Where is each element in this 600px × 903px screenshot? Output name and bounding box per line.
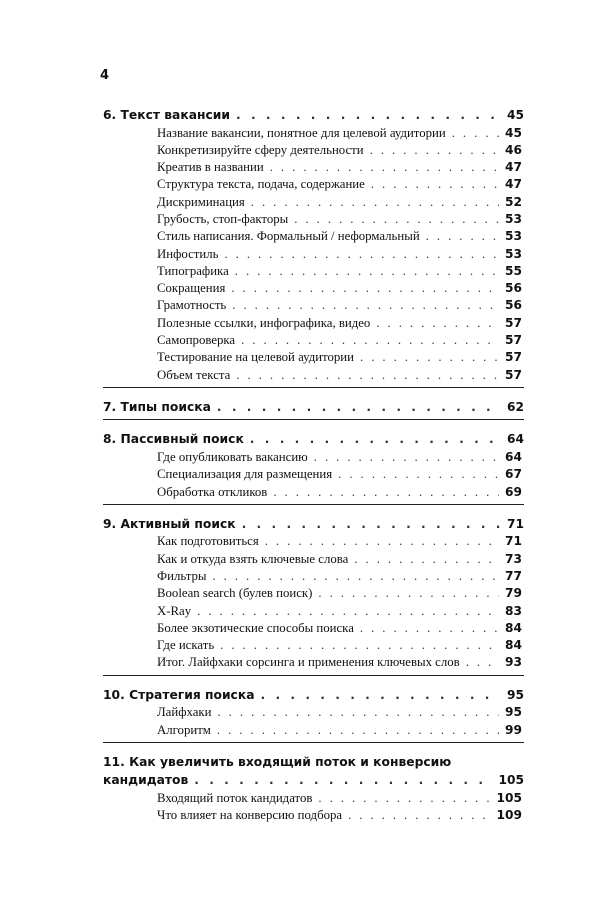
toc-entry[interactable] (103, 125, 524, 142)
toc-entry[interactable] (103, 637, 524, 654)
toc-heading[interactable] (103, 515, 524, 534)
toc-heading-title: 6. Текст вакансии (103, 108, 231, 122)
toc-entry-page: 53 (505, 211, 522, 226)
dot-leader (235, 263, 499, 280)
toc-entry-page: 46 (505, 142, 522, 157)
toc-heading[interactable] (103, 686, 524, 705)
dot-leader (232, 297, 499, 314)
toc-entry[interactable] (103, 484, 524, 501)
dot-leader (231, 280, 499, 297)
toc-entry-label: Специализация для размещения (157, 467, 333, 482)
dot-leader (224, 246, 499, 263)
toc-entry[interactable] (103, 620, 524, 637)
toc-entry-page: 79 (505, 586, 522, 601)
toc-section-8 (103, 430, 524, 504)
toc-entry[interactable] (103, 332, 524, 349)
toc-entry-label: Что влияет на конверсию подбора (157, 808, 343, 823)
dot-leader (217, 398, 501, 417)
toc-entry[interactable] (103, 367, 524, 384)
dot-leader (370, 142, 499, 159)
dot-leader (360, 349, 499, 366)
toc-entry[interactable] (103, 228, 524, 245)
toc-section-6 (103, 106, 524, 388)
dot-leader (466, 654, 499, 671)
toc-entry-page: 57 (505, 333, 522, 348)
toc-entry-page: 56 (505, 298, 522, 313)
toc-entry[interactable] (103, 466, 524, 483)
toc-section-9 (103, 515, 524, 676)
toc-entry-label: X-Ray (157, 603, 192, 618)
toc-entry-page: 47 (505, 177, 522, 192)
toc-entry[interactable] (103, 194, 524, 211)
toc-entry[interactable] (103, 551, 524, 568)
toc-entry-page: 53 (505, 229, 522, 244)
toc-entry[interactable] (103, 349, 524, 366)
toc-entry-page: 57 (505, 315, 522, 330)
toc-entry-label: Объем текста (157, 367, 231, 382)
toc-entry-page: 99 (505, 722, 522, 737)
toc-entry-page: 55 (505, 263, 522, 278)
toc-entry[interactable] (103, 807, 524, 824)
toc-entry[interactable] (103, 315, 524, 332)
dot-leader (217, 704, 499, 721)
toc-entry[interactable] (103, 603, 524, 620)
toc-heading-title-line2: кандидатов (103, 773, 189, 788)
dot-leader (371, 176, 499, 193)
toc-entry[interactable] (103, 585, 524, 602)
toc-entry-label: Входящий поток кандидатов (157, 790, 313, 805)
dot-leader (318, 790, 490, 807)
toc-entry[interactable] (103, 263, 524, 280)
toc-entry-label: Креатив в названии (157, 160, 264, 175)
toc-entry-label: Тестирование на целевой аудитории (157, 350, 354, 365)
toc-entry[interactable] (103, 211, 524, 228)
toc-entry[interactable] (103, 280, 524, 297)
dot-leader (217, 722, 499, 739)
toc-entry[interactable] (103, 722, 524, 739)
dot-leader (314, 449, 499, 466)
toc-section-10 (103, 686, 524, 743)
dot-leader (236, 367, 499, 384)
toc-entry-page: 57 (505, 367, 522, 382)
dot-leader (242, 515, 501, 534)
toc-entry[interactable] (103, 790, 524, 807)
toc-entry[interactable] (103, 568, 524, 585)
toc-entry-label: Алгоритм (157, 722, 211, 737)
toc-entry-label: Грамотность (157, 298, 227, 313)
dot-leader (426, 228, 499, 245)
dot-leader (251, 194, 499, 211)
toc-heading-page: 45 (507, 108, 524, 122)
dot-leader (265, 533, 499, 550)
page-number: 4 (100, 68, 110, 83)
toc-heading[interactable] (103, 430, 524, 449)
toc-entry-label: Как и откуда взять ключевые слова (157, 551, 349, 566)
dot-leader (197, 603, 499, 620)
toc-heading-page: 62 (507, 399, 524, 414)
dot-leader (270, 159, 499, 176)
toc-section-7 (103, 398, 524, 421)
toc-entry[interactable] (103, 449, 524, 466)
toc-entry-page: 93 (505, 655, 522, 670)
toc-entry-page: 67 (505, 467, 522, 482)
toc-entry-page: 95 (505, 705, 522, 720)
toc-entry-label: Типографика (157, 263, 229, 278)
dot-leader (261, 686, 502, 705)
toc-entry-label: Самопроверка (157, 333, 236, 348)
toc-entry-page: 73 (505, 551, 522, 566)
toc-entry-label: Как подготовиться (157, 534, 259, 549)
toc-entry-label: Грубость, стоп-факторы (157, 211, 289, 226)
dot-leader (360, 620, 499, 637)
toc-entry[interactable] (103, 533, 524, 550)
toc-entry[interactable] (103, 654, 524, 671)
toc-entry-page: 57 (505, 350, 522, 365)
toc-entry-label: Название вакансии, понятное для целевой аудитории (157, 125, 446, 140)
toc-entry-label: Итог. Лайфхаки сорсинга и применения ключевых слов (157, 655, 460, 670)
toc-entry-page: 105 (496, 790, 522, 805)
toc-entry[interactable] (103, 297, 524, 314)
toc-entry-page: 71 (505, 534, 522, 549)
toc-entry[interactable] (103, 176, 524, 193)
toc-entry-page: 69 (505, 484, 522, 499)
dot-leader (294, 211, 499, 228)
dot-leader (338, 466, 499, 483)
toc-heading[interactable] (103, 398, 524, 417)
toc-entry-page: 45 (505, 125, 522, 140)
toc-entry[interactable] (103, 142, 524, 159)
toc-heading[interactable] (103, 106, 524, 125)
dot-leader (212, 568, 499, 585)
dot-leader (376, 315, 499, 332)
dot-leader (318, 585, 499, 602)
toc-entry-page: 84 (505, 638, 522, 653)
toc-entry[interactable] (103, 246, 524, 263)
toc-entry[interactable] (103, 704, 524, 721)
toc-entry-label: Сокращения (157, 281, 226, 296)
toc-entry-label: Инфостиль (157, 246, 219, 261)
toc-heading-page: 71 (507, 516, 524, 531)
toc-heading-page: 64 (507, 432, 524, 447)
toc-entry-label: Где опубликовать вакансию (157, 449, 308, 464)
toc-heading-line2 (103, 771, 524, 790)
dot-leader (250, 430, 501, 449)
toc-heading-page: 95 (507, 687, 524, 702)
dot-leader (194, 771, 492, 790)
toc-entry-page: 77 (505, 568, 522, 583)
dot-leader (273, 484, 499, 501)
toc-entry-label: Полезные ссылки, инфографика, видео (157, 315, 371, 330)
dot-leader (452, 125, 499, 142)
toc-heading-page: 105 (498, 773, 524, 788)
dot-leader (348, 807, 490, 824)
toc-entry-page: 83 (505, 603, 522, 618)
toc-entry-label: Обработка откликов (157, 484, 268, 499)
table-of-contents (103, 106, 524, 837)
toc-entry-page: 109 (496, 808, 522, 823)
toc-entry-page: 56 (505, 281, 522, 296)
toc-heading[interactable] (103, 753, 524, 790)
toc-entry-page: 64 (505, 449, 522, 464)
dot-leader (354, 551, 499, 568)
toc-entry[interactable] (103, 159, 524, 176)
dot-leader (220, 637, 499, 654)
toc-entry-page: 52 (505, 194, 522, 209)
toc-entry-page: 47 (505, 160, 522, 175)
toc-entry-label: Фильтры (157, 568, 207, 583)
toc-heading-title: 7. Типы поиска (103, 399, 211, 414)
toc-entry-label: Более экзотические способы поиска (157, 620, 354, 635)
toc-section-11 (103, 753, 524, 828)
toc-entry-page: 84 (505, 620, 522, 635)
toc-entry-label: Структура текста, подача, содержание (157, 177, 365, 192)
toc-entry-label: Boolean search (булев поиск) (157, 586, 313, 601)
toc-heading-title: 8. Пассивный поиск (103, 432, 244, 447)
toc-entry-label: Стиль написания. Формальный / неформальный (157, 229, 420, 244)
toc-entry-label: Дискриминация (157, 194, 245, 209)
dot-leader (241, 332, 499, 349)
dot-leader (236, 106, 501, 125)
toc-heading-title: 10. Стратегия поиска (103, 687, 255, 702)
toc-entry-label: Где искать (157, 638, 215, 653)
toc-entry-page: 53 (505, 246, 522, 261)
toc-entry-label: Конкретизируйте сферу деятельности (157, 142, 364, 157)
toc-heading-title: 9. Активный поиск (103, 516, 236, 531)
toc-heading-title-line1: 11. Как увеличить входящий поток и конверсию (103, 754, 452, 769)
toc-entry-label: Лайфхаки (157, 705, 212, 720)
